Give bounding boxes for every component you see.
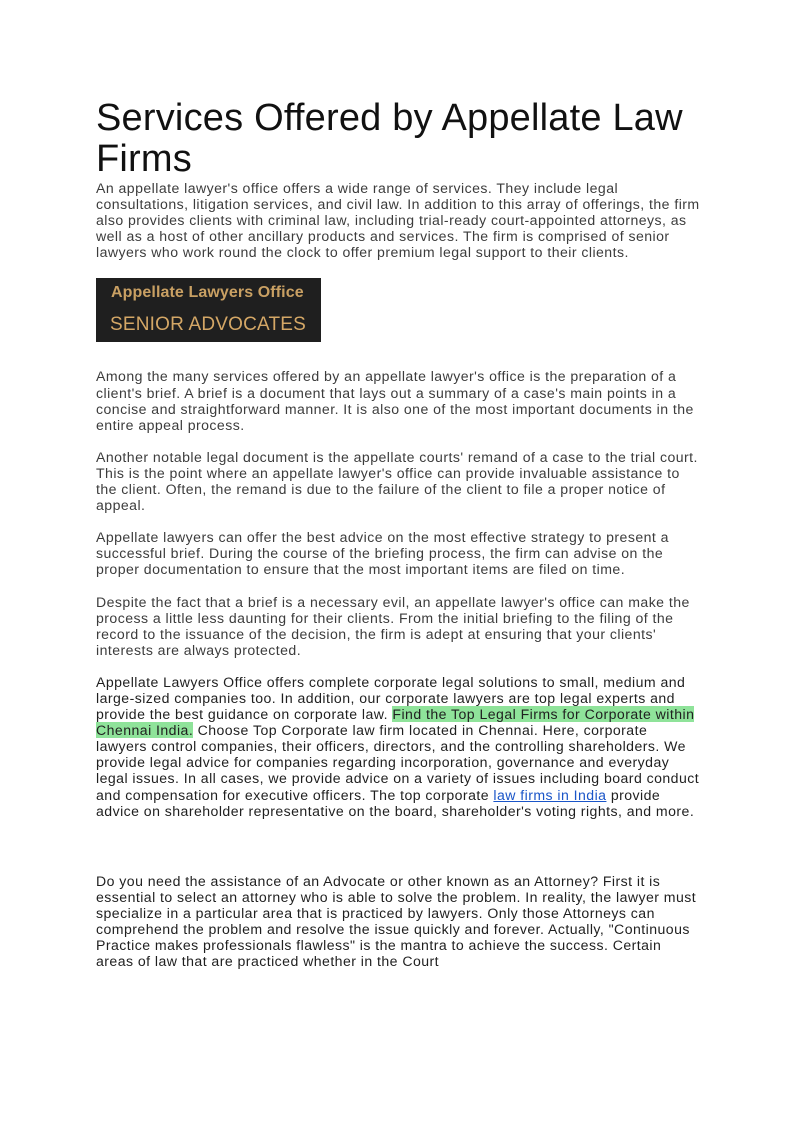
paragraph-brief: Among the many services offered by an appellate lawyer's office is the preparation of a client's brief. A brief is a document that lays out a summary of a case's main points in a concise and straightforward manner. It is also one of the most important documents in the entire appeal process. — [96, 368, 694, 433]
intro-paragraph: An appellate lawyer's office offers a wide range of services. They include legal consultations, litigation services, and civil law. In addition to this array of offerings, the firm also provides clients with criminal law, including trial-ready court-appointed attorneys, as well as a host of other ancillary products and services. The firm is comprised of senior lawyers who work round the clock to offer premium legal support to their clients. — [96, 180, 700, 261]
logo-line-1: Appellate Lawyers Office — [111, 284, 304, 302]
document-page — [96, 96, 700, 969]
law-firms-india-link[interactable]: law firms in India — [493, 786, 607, 803]
paragraph-corporate — [96, 674, 700, 819]
page-title: Services Offered by Appellate Law Firms — [96, 97, 683, 180]
paragraph-strategy: Appellate lawyers can offer the best advice on the most effective strategy to present a successful brief. During the course of the briefing process, the firm can advise on the proper documentation to ensure that the most important items are filed on time. — [96, 529, 669, 578]
paragraph-remand: Another notable legal document is the appellate courts' remand of a case to the trial court. This is the point where an appellate lawyer's office can provide invaluable assistance to the client. Often, the remand is due to the failure of the client to file a proper notice of appeal. — [96, 448, 698, 514]
logo-line-2: SENIOR ADVOCATES — [110, 314, 307, 336]
paragraph-advocate: Do you need the assistance of an Advocate or other known as an Attorney? First it is essential to select an attorney who is able to solve the problem. In reality, the lawyer must specialize in a particular area that is practiced by lawyers. Only those Attorneys can comprehend the problem and resolve the issue quickly and forever. Actually, "Continuous Practice makes professionals flawless" is the mantra to achieve the success. Certain areas of law that are practiced whether in the Court — [96, 872, 697, 970]
paragraph-daunting: Despite the fact that a brief is a necessary evil, an appellate lawyer's office can make the process a little less daunting for their clients. From the initial briefing to the filing of the record to the issuance of the decision, the firm is adept at ensuring that your clients' interests are always protected. — [96, 593, 690, 658]
corporate-text-middle: Choose Top Corporate law firm located in Chennai. Here, corporate lawyers control companies, their officers, directors, and the controlling shareholders. We provide legal advice for companies regarding incorporation, governance and everyday legal issues. In all cases, we provide advice on a variety of issues including board conduct and compensation for executive officers. The top corporate — [96, 722, 700, 803]
firm-logo-image — [96, 278, 321, 342]
corporate-text-before: Appellate Lawyers Office offers complete corporate legal solutions to small, medium and large-sized companies too. In addition, our corporate lawyers are top legal experts and provide the best guidance on corporate law. — [96, 673, 686, 723]
corporate-text-after: provide advice on shareholder representative on the board, shareholder's voting rights, and more. — [96, 786, 695, 819]
highlighted-text: Find the Top Legal Firms for Corporate within Chennai India. — [96, 706, 695, 739]
